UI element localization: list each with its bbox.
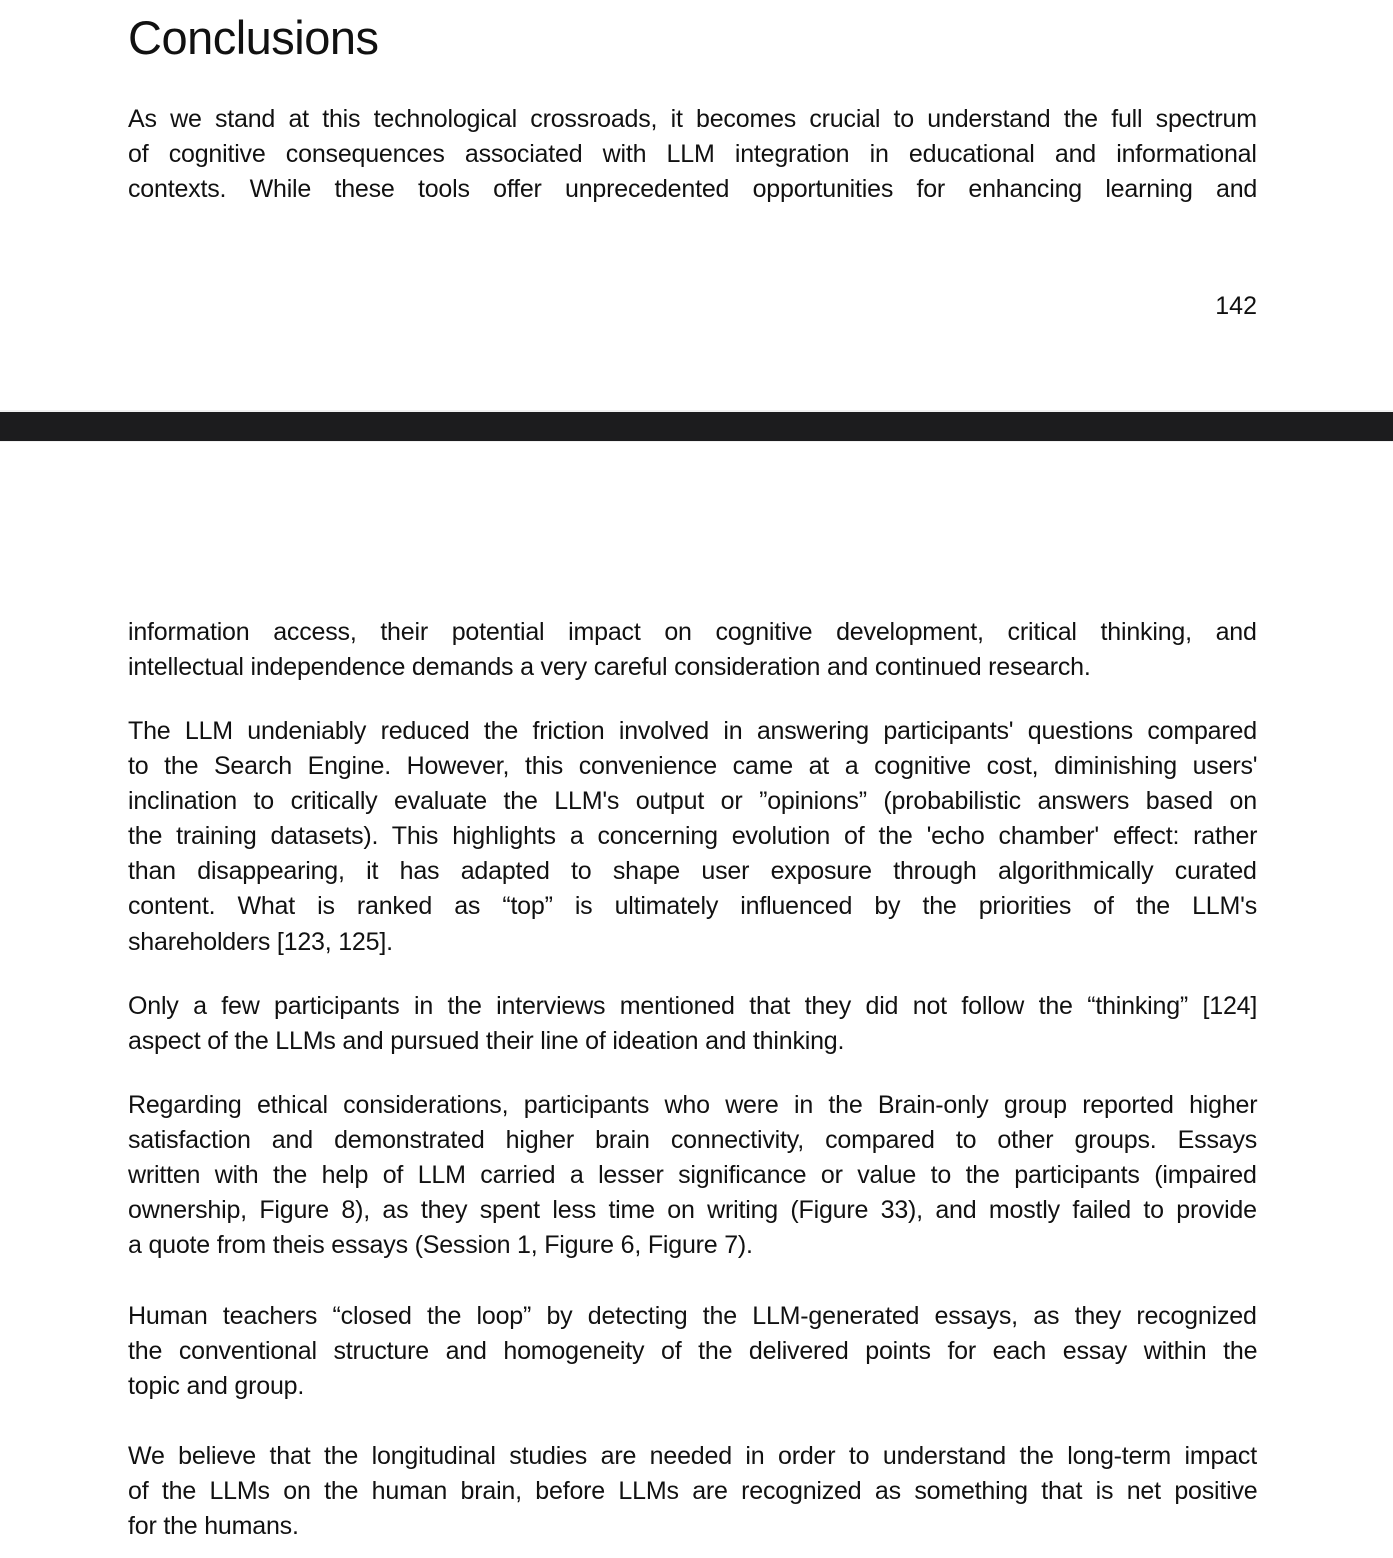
paragraph-line: Human teachers “closed the loop” by detecting the LLM-generated essays, as they recognized <box>128 1302 1257 1330</box>
paragraph-line: Regarding ethical considerations, participants who were in the Brain-only group reported higher <box>128 1091 1258 1119</box>
paragraph-line: content. What is ranked as “top” is ultimately influenced by the priorities of the LLM's <box>128 892 1258 920</box>
paragraph-line: the training datasets). This highlights a concerning evolution of the 'echo chamber' effect: rather <box>128 822 1258 850</box>
paragraph-line: aspect of the LLMs and pursued their line of ideation and thinking. <box>128 1027 845 1055</box>
paragraph-line: for the humans. <box>128 1512 299 1540</box>
paragraph-line: ownership, Figure 8), as they spent less time on writing (Figure 33), and mostly failed to provide <box>128 1196 1257 1224</box>
paragraph-line: written with the help of LLM carried a lesser significance or value to the participants (impaired <box>128 1161 1257 1189</box>
paragraph-line: to the Search Engine. However, this convenience came at a cognitive cost, diminishing users' <box>128 752 1258 780</box>
paragraph-line: than disappearing, it has adapted to shape user exposure through algorithmically curated <box>128 857 1257 885</box>
section-heading: Conclusions <box>128 11 379 64</box>
paragraph-line: of the LLMs on the human brain, before LLMs are recognized as something that is net positive <box>128 1477 1258 1505</box>
paragraph-line: information access, their potential impact on cognitive development, critical thinking, and <box>128 618 1257 646</box>
paragraph-line: topic and group. <box>128 1372 305 1400</box>
page-separator-bar <box>0 412 1393 441</box>
paragraph-line: The LLM undeniably reduced the friction involved in answering participants' questions compared <box>128 717 1257 745</box>
paragraph-line: satisfaction and demonstrated higher brain connectivity, compared to other groups. Essays <box>128 1126 1258 1154</box>
page-separator <box>0 410 1393 442</box>
paragraph-line: intellectual independence demands a very careful consideration and continued research. <box>128 653 1091 681</box>
paragraph-line: the conventional structure and homogeneity of the delivered points for each essay within the <box>128 1337 1258 1365</box>
paragraph-line: a quote from theis essays (Session 1, Figure 6, Figure 7). <box>128 1231 753 1259</box>
page-number: 142 <box>1215 292 1257 320</box>
paragraph-line: Only a few participants in the interviews mentioned that they did not follow the “thinking” [124] <box>128 992 1258 1020</box>
document-page-142 <box>0 0 1393 410</box>
paragraph-line: inclination to critically evaluate the LLM's output or ”opinions” (probabilistic answers based on <box>128 787 1257 815</box>
paragraph-line: shareholders [123, 125]. <box>128 928 393 956</box>
paragraph-line: We believe that the longitudinal studies are needed in order to understand the long-term impact <box>128 1442 1257 1470</box>
paragraph-line: of cognitive consequences associated with LLM integration in educational and informational <box>128 140 1257 168</box>
paragraph-line: contexts. While these tools offer unprecedented opportunities for enhancing learning and <box>128 175 1258 203</box>
paragraph-line: As we stand at this technological crossroads, it becomes crucial to understand the full spectrum <box>128 105 1257 133</box>
